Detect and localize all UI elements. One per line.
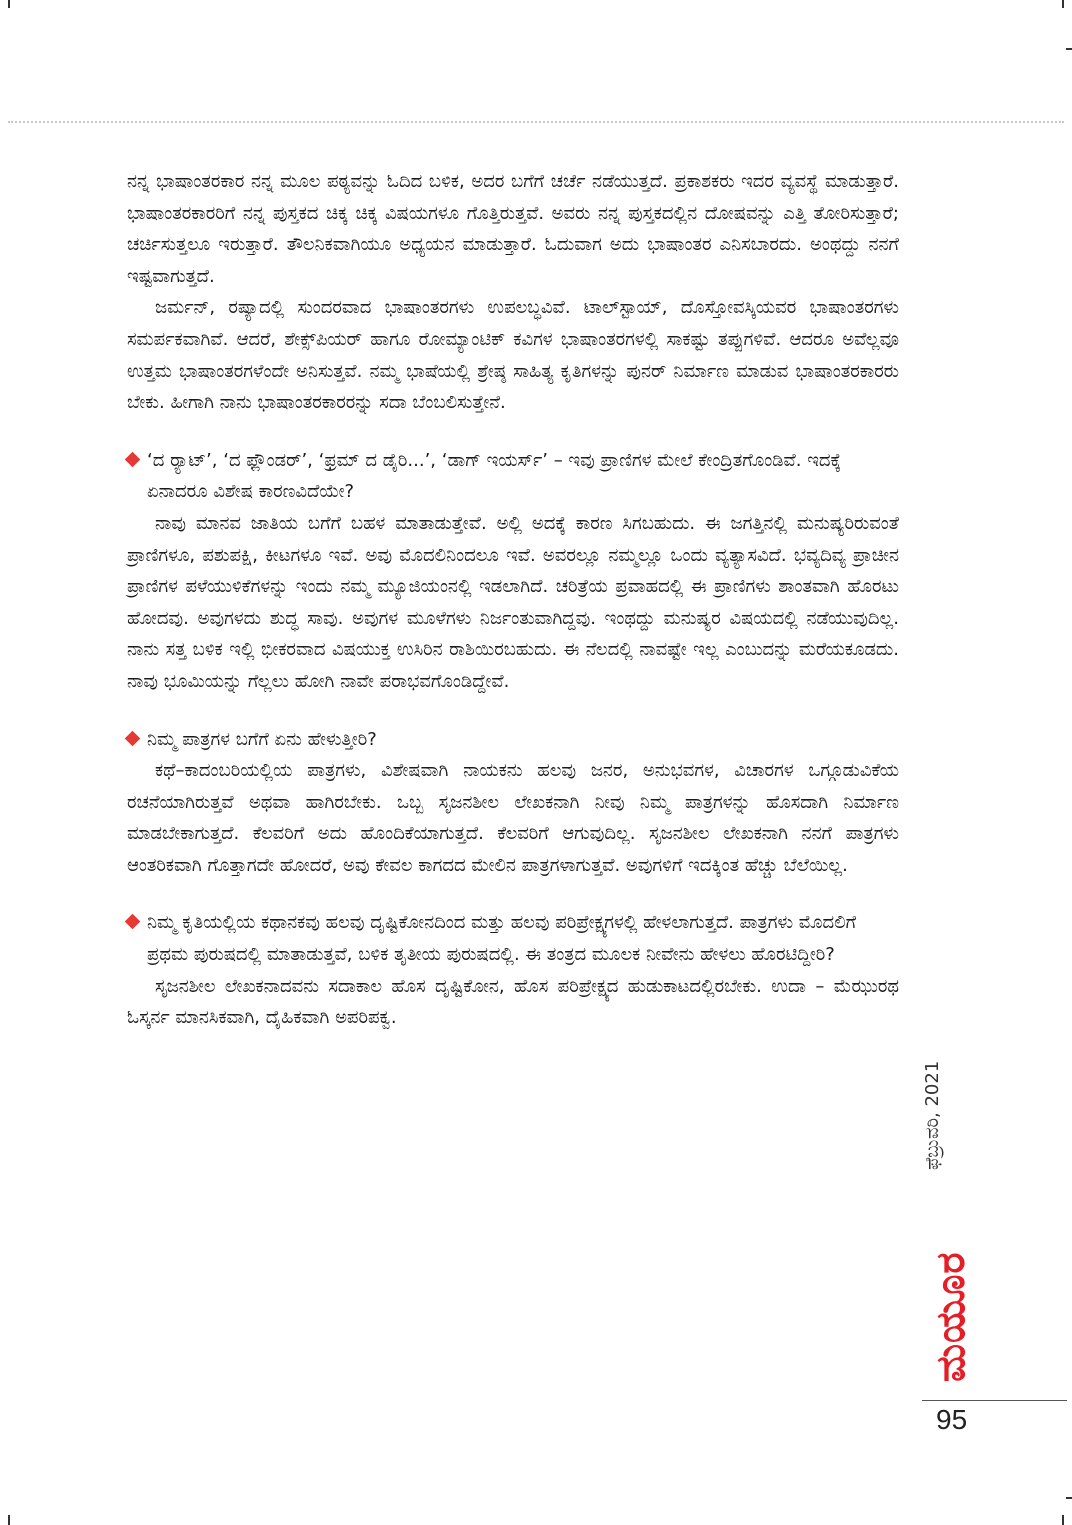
crop-mark-right-lower — [1066, 1497, 1072, 1499]
question — [127, 445, 899, 508]
issue-date-text: ಫೆಬ್ರುವರಿ, 2021 — [922, 1060, 943, 1170]
diamond-bullet-icon — [125, 730, 141, 746]
answer-paragraph: ಕಥೆ–ಕಾದಂಬರಿಯಲ್ಲಿಯ ಪಾತ್ರಗಳು, ವಿಶೇಷವಾಗಿ ನಾಯಕನು ಹಲವು ಜನರ, ಅನುಭವಗಳ, ವಿಚಾರಗಳ ಒಗ್ಗೂಡುವಿಕೆಯ ರಚನೆಯಾಗಿರುತ್ತವೆ ಅಥವಾ ಹಾಗಿರಬೇಕು. ಒಬ್ಬ ಸೃಜನಶೀಲ ಲೇಖಕನಾಗಿ ನೀವು ನಿಮ್ಮ ಪಾತ್ರಗಳನ್ನು ಹೊಸದಾಗಿ ನಿರ್ಮಾಣ ಮಾಡಬೇಕಾಗುತ್ತದೆ. ಕೆಲವರಿಗೆ ಅದು ಹೊಂದಿಕೆಯಾಗುತ್ತದೆ. ಕೆಲವರಿಗೆ ಆಗುವುದಿಲ್ಲ. ಸೃಜನಶೀಲ ಲೇಖಕನಾಗಿ ನನಗೆ ಪಾತ್ರಗಳು ಆಂತರಿಕವಾಗಿ ಗೊತ್ತಾಗದೇ ಹೋದರೆ, ಅವು ಕೇವಲ ಕಾಗದದ ಮೇಲಿನ ಪಾತ್ರಗಳಾಗುತ್ತವೆ. ಅವುಗಳಿಗೆ ಇದಕ್ಕಿಂತ ಹೆಚ್ಚು ಬೆಲೆಯಿಲ್ಲ. — [127, 760, 899, 876]
article-paragraph: ಜರ್ಮನ್, ರಷ್ಯಾದಲ್ಲಿ ಸುಂದರವಾದ ಭಾಷಾಂತರಗಳು ಉಪಲಬ್ಧವಿವೆ. ಟಾಲ್‌ಸ್ಟಾಯ್, ದೊಸ್ತೋವಸ್ಕಿಯವರ ಭಾಷಾಂತರಗಳು ಸಮರ್ಪಕವಾಗಿವೆ. ಆದರೆ, ಶೇಕ್ಸ್‌ಪಿಯರ್ ಹಾಗೂ ರೋಮ್ಯಾಂಟಿಕ್ ಕವಿಗಳ ಭಾಷಾಂತರಗಳಲ್ಲಿ ಸಾಕಷ್ಟು ತಪ್ಪುಗಳಿವೆ. ಆದರೂ ಅವೆಲ್ಲವೂ ಉತ್ತಮ ಭಾಷಾಂತರಗಳೆಂದೇ ಅನಿಸುತ್ತವೆ. ನಮ್ಮ ಭಾಷೆಯಲ್ಲಿ ಶ್ರೇಷ್ಠ ಸಾಹಿತ್ಯ ಕೃತಿಗಳನ್ನು ಪುನರ್ ನಿರ್ಮಾಣ ಮಾಡುವ ಭಾಷಾಂತರಕಾರರು ಬೇಕು. ಹೀಗಾಗಿ ನಾನು ಭಾಷಾಂತರಕಾರರನ್ನು ಸದಾ ಬೆಂಬಲಿಸುತ್ತೇನೆ. — [127, 297, 899, 414]
question-text: ನಿಮ್ಮ ಕೃತಿಯಲ್ಲಿಯ ಕಥಾನಕವು ಹಲವು ದೃಷ್ಟಿಕೋನದಿಂದ ಮತ್ತು ಹಲವು ಪರಿಪ್ರೇಕ್ಷ್ಯಗಳಲ್ಲಿ ಹೇಳಲಾಗುತ್ತದೆ. ಪಾತ್ರಗಳು ಮೊದಲಿಗೆ ಪ್ರಥಮ ಪುರುಷದಲ್ಲಿ ಮಾತಾಡುತ್ತವೆ, ಬಳಿಕ ತೃತೀಯ ಪುರುಷದಲ್ಲಿ. ಈ ತಂತ್ರದ ಮೂಲಕ ನೀವೇನು ಹೇಳಲು ಹೊರಟಿದ್ದೀರಿ? — [147, 912, 857, 966]
qa-block — [127, 724, 899, 882]
page-number: 95 — [936, 1404, 968, 1435]
crop-mark-right-upper — [1066, 48, 1072, 50]
article-paragraph: ನನ್ನ ಭಾಷಾಂತರಕಾರ ನನ್ನ ಮೂಲ ಪಠ್ಯವನ್ನು ಓದಿದ ಬಳಿಕ, ಅದರ ಬಗೆಗೆ ಚರ್ಚೆ ನಡೆಯುತ್ತದೆ. ಪ್ರಕಾಶಕರು ಇದರ ವ್ಯವಸ್ಥೆ ಮಾಡುತ್ತಾರೆ. ಭಾಷಾಂತರಕಾರರಿಗೆ ನನ್ನ ಪುಸ್ತಕದ ಚಿಕ್ಕ ಚಿಕ್ಕ ವಿಷಯಗಳೂ ಗೊತ್ತಿರುತ್ತವೆ. ಅವರು ನನ್ನ ಪುಸ್ತಕದಲ್ಲಿನ ದೋಷವನ್ನು ಎತ್ತಿ ತೋರಿಸುತ್ತಾರೆ; ಚರ್ಚಿಸುತ್ತಲೂ ಇರುತ್ತಾರೆ. ತೌಲನಿಕವಾಗಿಯೂ ಅಧ್ಯಯನ ಮಾಡುತ್ತಾರೆ. ಓದುವಾಗ ಅದು ಭಾಷಾಂತರ ಎನಿಸಬಾರದು. ಅಂಥದ್ದು ನನಗೆ ಇಷ್ಟವಾಗುತ್ತದೆ. — [127, 171, 899, 287]
magazine-logo-text: ಮಯೂರ — [928, 1251, 974, 1382]
question-text: ನಿಮ್ಮ ಪಾತ್ರಗಳ ಬಗೆಗೆ ಏನು ಹೇಳುತ್ತೀರಿ? — [147, 728, 377, 750]
answer-paragraph: ಸೃಜನಶೀಲ ಲೇಖಕನಾದವನು ಸದಾಕಾಲ ಹೊಸ ದೃಷ್ಟಿಕೋನ, ಹೊಸ ಪರಿಪ್ರೇಕ್ಷ್ಯದ ಹುಡುಕಾಟದಲ್ಲಿರಬೇಕು. ಉದಾ – ಮೆಝುರಥ ಓಸ್ಕರ್ನ ಮಾನಸಿಕವಾಗಿ, ದೈಹಿಕವಾಗಿ ಅಪರಿಪಕ್ವ. — [127, 975, 899, 1029]
diamond-bullet-icon — [125, 914, 141, 930]
crop-mark-top-right — [1062, 0, 1064, 8]
magazine-logo — [928, 1251, 974, 1382]
header-dotted-rule — [8, 121, 1064, 123]
crop-mark-bottom-left — [8, 1515, 10, 1525]
question — [127, 907, 899, 970]
crop-mark-top-left — [8, 0, 10, 8]
qa-block — [127, 445, 899, 698]
answer-paragraph: ನಾವು ಮಾನವ ಜಾತಿಯ ಬಗೆಗೆ ಬಹಳ ಮಾತಾಡುತ್ತೇವೆ. ಅಲ್ಲಿ ಅದಕ್ಕೆ ಕಾರಣ ಸಿಗಬಹುದು. ಈ ಜಗತ್ತಿನಲ್ಲಿ ಮನುಷ್ಯರಿರುವಂತೆ ಪ್ರಾಣಿಗಳೂ, ಪಶುಪಕ್ಷಿ, ಕೀಟಗಳೂ ಇವೆ. ಅವು ಮೊದಲಿನಿಂದಲೂ ಇವೆ. ಅವರಲ್ಲೂ ನಮ್ಮಲ್ಲೂ ಒಂದು ವ್ಯತ್ಯಾಸವಿದೆ. ಭವ್ಯದಿವ್ಯ ಪ್ರಾಚೀನ ಪ್ರಾಣಿಗಳ ಪಳೆಯುಳಿಕೆಗಳನ್ನು ಇಂದು ನಮ್ಮ ಮ್ಯೂಜಿಯಂನಲ್ಲಿ ಇಡಲಾಗಿದೆ. ಚರಿತ್ರೆಯ ಪ್ರವಾಹದಲ್ಲಿ ಈ ಪ್ರಾಣಿಗಳು ಶಾಂತವಾಗಿ ಹೊರಟು ಹೋದವು. ಅವುಗಳದು ಶುದ್ಧ ಸಾವು. ಅವುಗಳ ಮೂಳೆಗಳು ನಿರ್ಜಂತುವಾಗಿದ್ದವು. ಇಂಥದ್ದು ಮನುಷ್ಯರ ವಿಷಯದಲ್ಲಿ ನಡೆಯುವುದಿಲ್ಲ. ನಾನು ಸತ್ತ ಬಳಿಕ ಇಲ್ಲಿ ಭೀಕರವಾದ ವಿಷಯುಕ್ತ ಉಸಿರಿನ ರಾಶಿಯಿರಬಹುದು. ಈ ನೆಲದಲ್ಲಿ ನಾವಷ್ಟೇ ಇಲ್ಲ ಎಂಬುದನ್ನು ಮರೆಯಕೂಡದು. ನಾವು ಭೂಮಿಯನ್ನು ಗೆಲ್ಲಲು ಹೋಗಿ ನಾವೇ ಪರಾಭವಗೊಂಡಿದ್ದೇವೆ. — [127, 512, 899, 692]
diamond-bullet-icon — [125, 451, 141, 467]
question-text: ‘ದ ರ್‍ಯಾಟ್’, ‘ದ ಫ್ಲೌಂಡರ್’, ‘ಫ್ರಮ್ ದ ಡೈರಿ...’, ‘ಡಾಗ್ ಇಯರ್ಸ್’ – ಇವು ಪ್ರಾಣಿಗಳ ಮೇಲೆ ಕೇಂದ್ರಿತಗೊಂಡಿವೆ. ಇದಕ್ಕೆ ಏನಾದರೂ ವಿಶೇಷ ಕಾರಣವಿದೆಯೇ? — [147, 449, 842, 503]
question — [127, 724, 899, 756]
footer-rule — [922, 1400, 1067, 1401]
crop-mark-bottom-right — [1062, 1515, 1064, 1525]
qa-block — [127, 907, 899, 1033]
article-body — [127, 166, 899, 1034]
